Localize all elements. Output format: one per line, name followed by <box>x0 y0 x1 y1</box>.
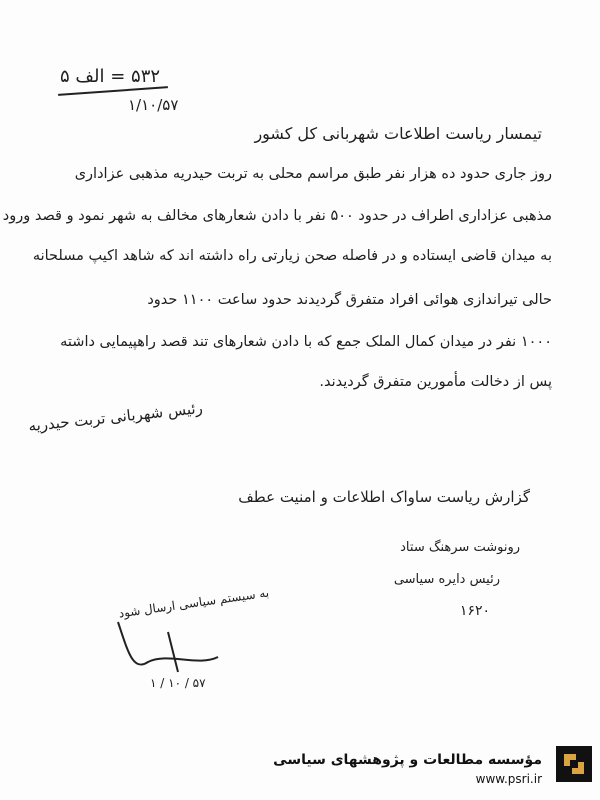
body-line: به میدان قاضی ایستاده و در فاصله صحن زیارتی راه داشته اند که شاهد اکیپ مسلحانه <box>32 248 552 264</box>
margin-note: به سیستم سیاسی ارسال شود <box>117 585 270 621</box>
copy-note-number: ۱۶۲۰ <box>459 603 490 619</box>
copy-note: رئیس دایره سیاسی <box>393 572 500 587</box>
body-line: ۱۰۰۰ نفر در میدان کمال الملک جمع که با دادن شعارهای تند قصد راهپیمایی داشته <box>60 334 552 350</box>
margin-date: ۱ / ۱۰ / ۵۷ <box>150 676 206 690</box>
body-line: حالی تیراندازی هوائی افراد متفرق گردیدند حدود ساعت ۱۱۰۰ حدود <box>147 292 552 308</box>
body-line: مذهبی عزاداری اطراف در حدود ۵۰۰ نفر با دادن شعارهای مخالف به شهر نمود و قصد ورود <box>2 208 552 224</box>
addressee-line: تیمسار ریاست اطلاعات شهربانی کل کشور <box>254 124 542 143</box>
psri-logo-icon <box>556 746 592 782</box>
body-line: روز جاری حدود ده هزار نفر طبق مراسم محلی به تربت حیدریه مذهبی عزاداری <box>74 166 552 182</box>
signature-block: رئیس شهربانی تربت حیدریه <box>27 398 204 436</box>
copy-note: رونوشت سرهنگ ستاد <box>400 540 520 555</box>
body-line: پس از دخالت مأمورین متفرق گردیدند. <box>319 374 552 390</box>
watermark-url: www.psri.ir <box>475 772 542 786</box>
reference-date: ۱/۱۰/۵۷ <box>128 96 179 114</box>
watermark-org-name: مؤسسه مطالعات و پژوهشهای سیاسی <box>273 752 542 768</box>
reference-underline <box>58 86 168 96</box>
handwritten-signature-icon <box>108 612 228 682</box>
closing-line: گزارش ریاست ساواک اطلاعات و امنیت عطف <box>238 488 530 506</box>
reference-number: ۵۳۲ = الف ۵ <box>60 66 161 87</box>
